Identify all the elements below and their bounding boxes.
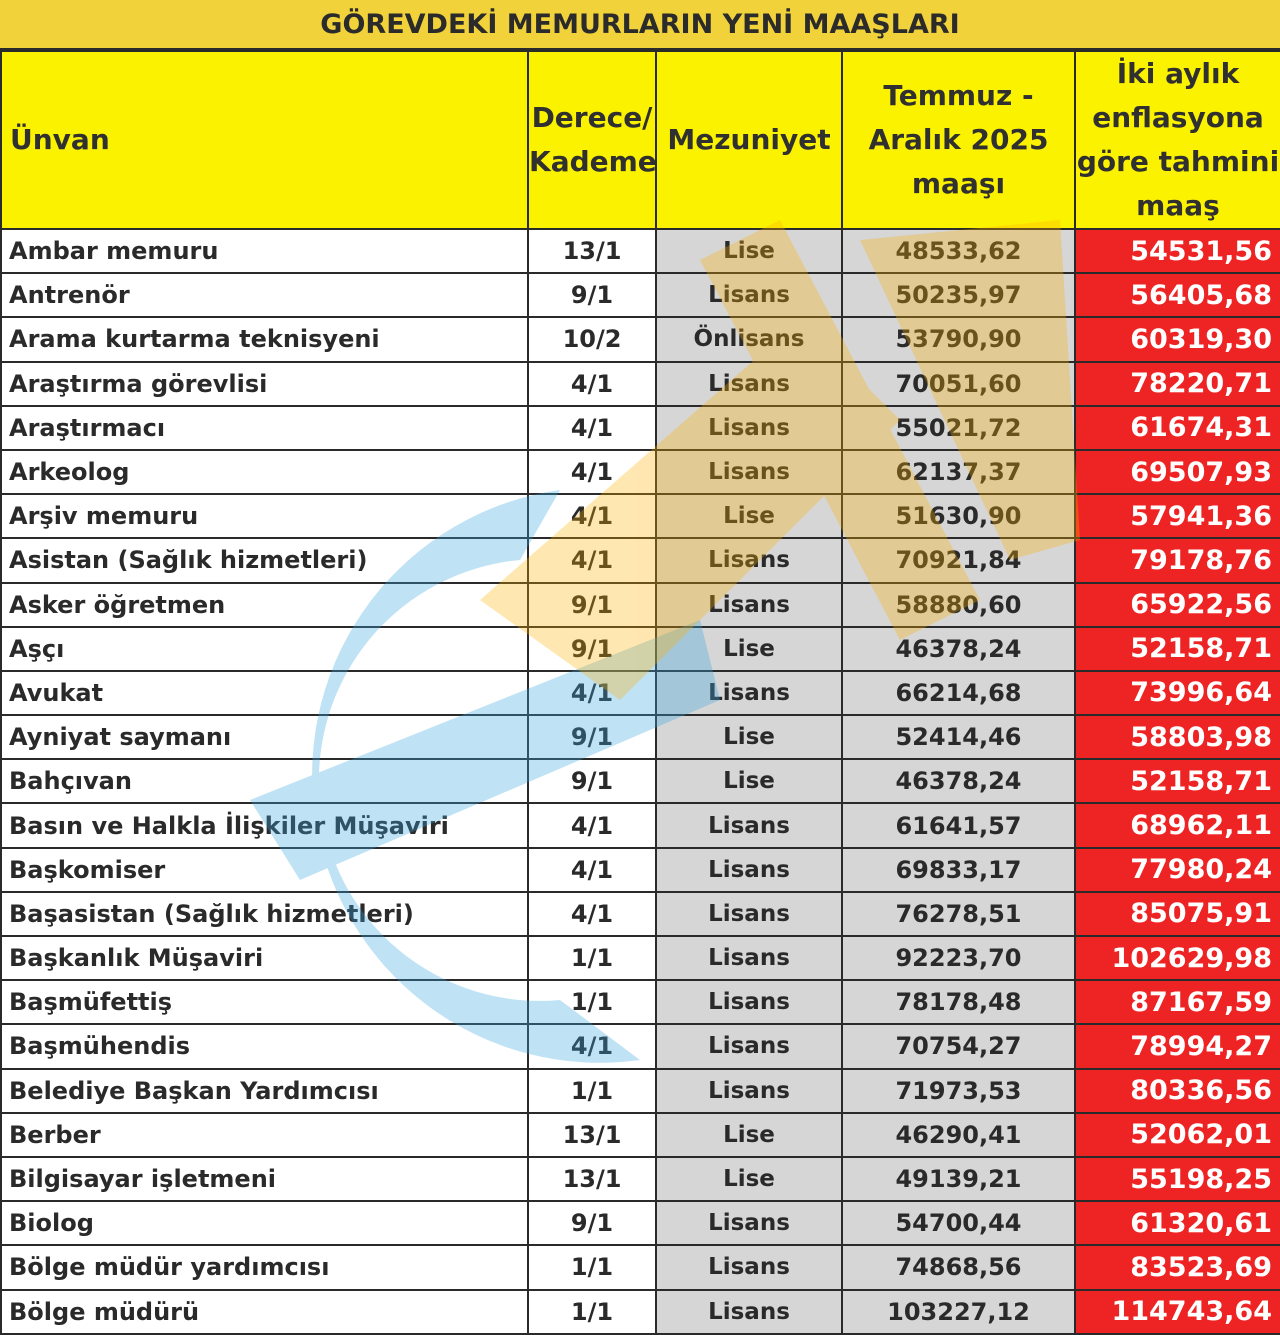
table-row — [1, 671, 1280, 715]
cell-tahmini: 68962,11 — [1075, 803, 1280, 847]
cell-derece: 4/1 — [528, 803, 656, 847]
cell-maas: 53790,90 — [842, 317, 1075, 361]
cell-maas: 49139,21 — [842, 1157, 1075, 1201]
cell-derece: 1/1 — [528, 1245, 656, 1289]
header-derece: Derece/ Kademe — [528, 51, 656, 229]
table-row — [1, 1157, 1280, 1201]
cell-maas: 70921,84 — [842, 538, 1075, 582]
cell-tahmini: 52158,71 — [1075, 627, 1280, 671]
cell-unvan: Başkomiser — [1, 848, 528, 892]
table-body — [1, 229, 1280, 1334]
table-row — [1, 848, 1280, 892]
table-row — [1, 980, 1280, 1024]
cell-mezuniyet: Lisans — [656, 583, 842, 627]
cell-tahmini: 57941,36 — [1075, 494, 1280, 538]
cell-derece: 9/1 — [528, 1201, 656, 1245]
cell-derece: 1/1 — [528, 1290, 656, 1334]
table-row — [1, 317, 1280, 361]
cell-maas: 66214,68 — [842, 671, 1075, 715]
cell-tahmini: 87167,59 — [1075, 980, 1280, 1024]
cell-mezuniyet: Lisans — [656, 1201, 842, 1245]
cell-derece: 4/1 — [528, 406, 656, 450]
cell-unvan: Biolog — [1, 1201, 528, 1245]
table-row — [1, 273, 1280, 317]
cell-unvan: Ambar memuru — [1, 229, 528, 273]
cell-mezuniyet: Lise — [656, 229, 842, 273]
cell-derece: 4/1 — [528, 538, 656, 582]
cell-mezuniyet: Lisans — [656, 936, 842, 980]
table-row — [1, 583, 1280, 627]
cell-maas: 51630,90 — [842, 494, 1075, 538]
cell-unvan: Aşçı — [1, 627, 528, 671]
cell-unvan: Başkanlık Müşaviri — [1, 936, 528, 980]
header-tahmini: İki aylık enflasyona göre tahmini maaş — [1075, 51, 1280, 229]
cell-derece: 4/1 — [528, 494, 656, 538]
cell-mezuniyet: Lisans — [656, 803, 842, 847]
table-row — [1, 759, 1280, 803]
cell-tahmini: 79178,76 — [1075, 538, 1280, 582]
cell-unvan: Bilgisayar işletmeni — [1, 1157, 528, 1201]
cell-unvan: Arkeolog — [1, 450, 528, 494]
table-row — [1, 1201, 1280, 1245]
cell-maas: 71973,53 — [842, 1069, 1075, 1113]
cell-mezuniyet: Lisans — [656, 406, 842, 450]
cell-mezuniyet: Lisans — [656, 892, 842, 936]
cell-maas: 55021,72 — [842, 406, 1075, 450]
cell-derece: 4/1 — [528, 848, 656, 892]
cell-maas: 69833,17 — [842, 848, 1075, 892]
cell-tahmini: 80336,56 — [1075, 1069, 1280, 1113]
salary-table — [0, 50, 1280, 1335]
table-row — [1, 936, 1280, 980]
cell-mezuniyet: Lise — [656, 1113, 842, 1157]
cell-maas: 46378,24 — [842, 627, 1075, 671]
cell-derece: 4/1 — [528, 1024, 656, 1068]
table-row — [1, 892, 1280, 936]
cell-derece: 13/1 — [528, 229, 656, 273]
table-row — [1, 362, 1280, 406]
cell-tahmini: 52158,71 — [1075, 759, 1280, 803]
header-mezuniyet: Mezuniyet — [656, 51, 842, 229]
cell-mezuniyet: Lise — [656, 1157, 842, 1201]
cell-maas: 62137,37 — [842, 450, 1075, 494]
cell-unvan: Arama kurtarma teknisyeni — [1, 317, 528, 361]
cell-mezuniyet: Lisans — [656, 273, 842, 317]
cell-maas: 78178,48 — [842, 980, 1075, 1024]
cell-unvan: Belediye Başkan Yardımcısı — [1, 1069, 528, 1113]
table-row — [1, 1113, 1280, 1157]
cell-unvan: Basın ve Halkla İlişkiler Müşaviri — [1, 803, 528, 847]
cell-mezuniyet: Lisans — [656, 1024, 842, 1068]
cell-maas: 70051,60 — [842, 362, 1075, 406]
cell-unvan: Berber — [1, 1113, 528, 1157]
cell-maas: 74868,56 — [842, 1245, 1075, 1289]
cell-tahmini: 65922,56 — [1075, 583, 1280, 627]
cell-derece: 1/1 — [528, 1069, 656, 1113]
cell-derece: 10/2 — [528, 317, 656, 361]
cell-mezuniyet: Lisans — [656, 450, 842, 494]
table-row — [1, 494, 1280, 538]
table-row — [1, 450, 1280, 494]
cell-mezuniyet: Lise — [656, 715, 842, 759]
cell-unvan: Ayniyat saymanı — [1, 715, 528, 759]
cell-derece: 13/1 — [528, 1113, 656, 1157]
cell-maas: 76278,51 — [842, 892, 1075, 936]
cell-derece: 4/1 — [528, 362, 656, 406]
table-header — [1, 51, 1280, 229]
table-row — [1, 1024, 1280, 1068]
cell-tahmini: 56405,68 — [1075, 273, 1280, 317]
cell-mezuniyet: Lisans — [656, 1290, 842, 1334]
cell-maas: 46290,41 — [842, 1113, 1075, 1157]
cell-maas: 58880,60 — [842, 583, 1075, 627]
cell-derece: 4/1 — [528, 892, 656, 936]
table-row — [1, 406, 1280, 450]
cell-tahmini: 73996,64 — [1075, 671, 1280, 715]
cell-mezuniyet: Lisans — [656, 538, 842, 582]
table-row — [1, 1290, 1280, 1334]
cell-unvan: Başmüfettiş — [1, 980, 528, 1024]
cell-tahmini: 114743,64 — [1075, 1290, 1280, 1334]
cell-derece: 1/1 — [528, 980, 656, 1024]
cell-derece: 9/1 — [528, 627, 656, 671]
cell-maas: 54700,44 — [842, 1201, 1075, 1245]
cell-tahmini: 69507,93 — [1075, 450, 1280, 494]
cell-tahmini: 83523,69 — [1075, 1245, 1280, 1289]
cell-mezuniyet: Lisans — [656, 1245, 842, 1289]
cell-unvan: Bahçıvan — [1, 759, 528, 803]
cell-maas: 46378,24 — [842, 759, 1075, 803]
cell-derece: 9/1 — [528, 273, 656, 317]
header-maas: Temmuz - Aralık 2025 maaşı — [842, 51, 1075, 229]
cell-unvan: Bölge müdürü — [1, 1290, 528, 1334]
cell-maas: 92223,70 — [842, 936, 1075, 980]
cell-tahmini: 52062,01 — [1075, 1113, 1280, 1157]
table-row — [1, 1245, 1280, 1289]
cell-mezuniyet: Lisans — [656, 980, 842, 1024]
table-row — [1, 627, 1280, 671]
cell-derece: 13/1 — [528, 1157, 656, 1201]
cell-tahmini: 78994,27 — [1075, 1024, 1280, 1068]
table-row — [1, 229, 1280, 273]
cell-derece: 1/1 — [528, 936, 656, 980]
header-row — [1, 51, 1280, 229]
cell-unvan: Başasistan (Sağlık hizmetleri) — [1, 892, 528, 936]
table-row — [1, 715, 1280, 759]
table-row — [1, 538, 1280, 582]
cell-mezuniyet: Lisans — [656, 671, 842, 715]
cell-maas: 48533,62 — [842, 229, 1075, 273]
cell-tahmini: 102629,98 — [1075, 936, 1280, 980]
cell-tahmini: 61320,61 — [1075, 1201, 1280, 1245]
cell-maas: 52414,46 — [842, 715, 1075, 759]
cell-unvan: Bölge müdür yardımcısı — [1, 1245, 528, 1289]
cell-unvan: Başmühendis — [1, 1024, 528, 1068]
cell-mezuniyet: Lisans — [656, 1069, 842, 1113]
cell-derece: 9/1 — [528, 583, 656, 627]
cell-unvan: Asker öğretmen — [1, 583, 528, 627]
cell-derece: 4/1 — [528, 671, 656, 715]
cell-mezuniyet: Önlisans — [656, 317, 842, 361]
table-row — [1, 1069, 1280, 1113]
cell-tahmini: 60319,30 — [1075, 317, 1280, 361]
cell-derece: 9/1 — [528, 715, 656, 759]
cell-maas: 50235,97 — [842, 273, 1075, 317]
cell-mezuniyet: Lise — [656, 494, 842, 538]
cell-maas: 103227,12 — [842, 1290, 1075, 1334]
cell-unvan: Araştırma görevlisi — [1, 362, 528, 406]
cell-unvan: Avukat — [1, 671, 528, 715]
cell-tahmini: 77980,24 — [1075, 848, 1280, 892]
cell-unvan: Arşiv memuru — [1, 494, 528, 538]
cell-derece: 4/1 — [528, 450, 656, 494]
header-unvan: Ünvan — [1, 51, 528, 229]
cell-mezuniyet: Lise — [656, 759, 842, 803]
cell-mezuniyet: Lisans — [656, 848, 842, 892]
cell-derece: 9/1 — [528, 759, 656, 803]
cell-unvan: Araştırmacı — [1, 406, 528, 450]
cell-tahmini: 54531,56 — [1075, 229, 1280, 273]
table-title: GÖREVDEKİ MEMURLARIN YENİ MAAŞLARI — [0, 0, 1280, 50]
cell-maas: 61641,57 — [842, 803, 1075, 847]
cell-unvan: Asistan (Sağlık hizmetleri) — [1, 538, 528, 582]
cell-mezuniyet: Lisans — [656, 362, 842, 406]
cell-tahmini: 55198,25 — [1075, 1157, 1280, 1201]
cell-tahmini: 61674,31 — [1075, 406, 1280, 450]
table-row — [1, 803, 1280, 847]
cell-tahmini: 85075,91 — [1075, 892, 1280, 936]
cell-tahmini: 58803,98 — [1075, 715, 1280, 759]
cell-mezuniyet: Lise — [656, 627, 842, 671]
cell-unvan: Antrenör — [1, 273, 528, 317]
cell-maas: 70754,27 — [842, 1024, 1075, 1068]
cell-tahmini: 78220,71 — [1075, 362, 1280, 406]
